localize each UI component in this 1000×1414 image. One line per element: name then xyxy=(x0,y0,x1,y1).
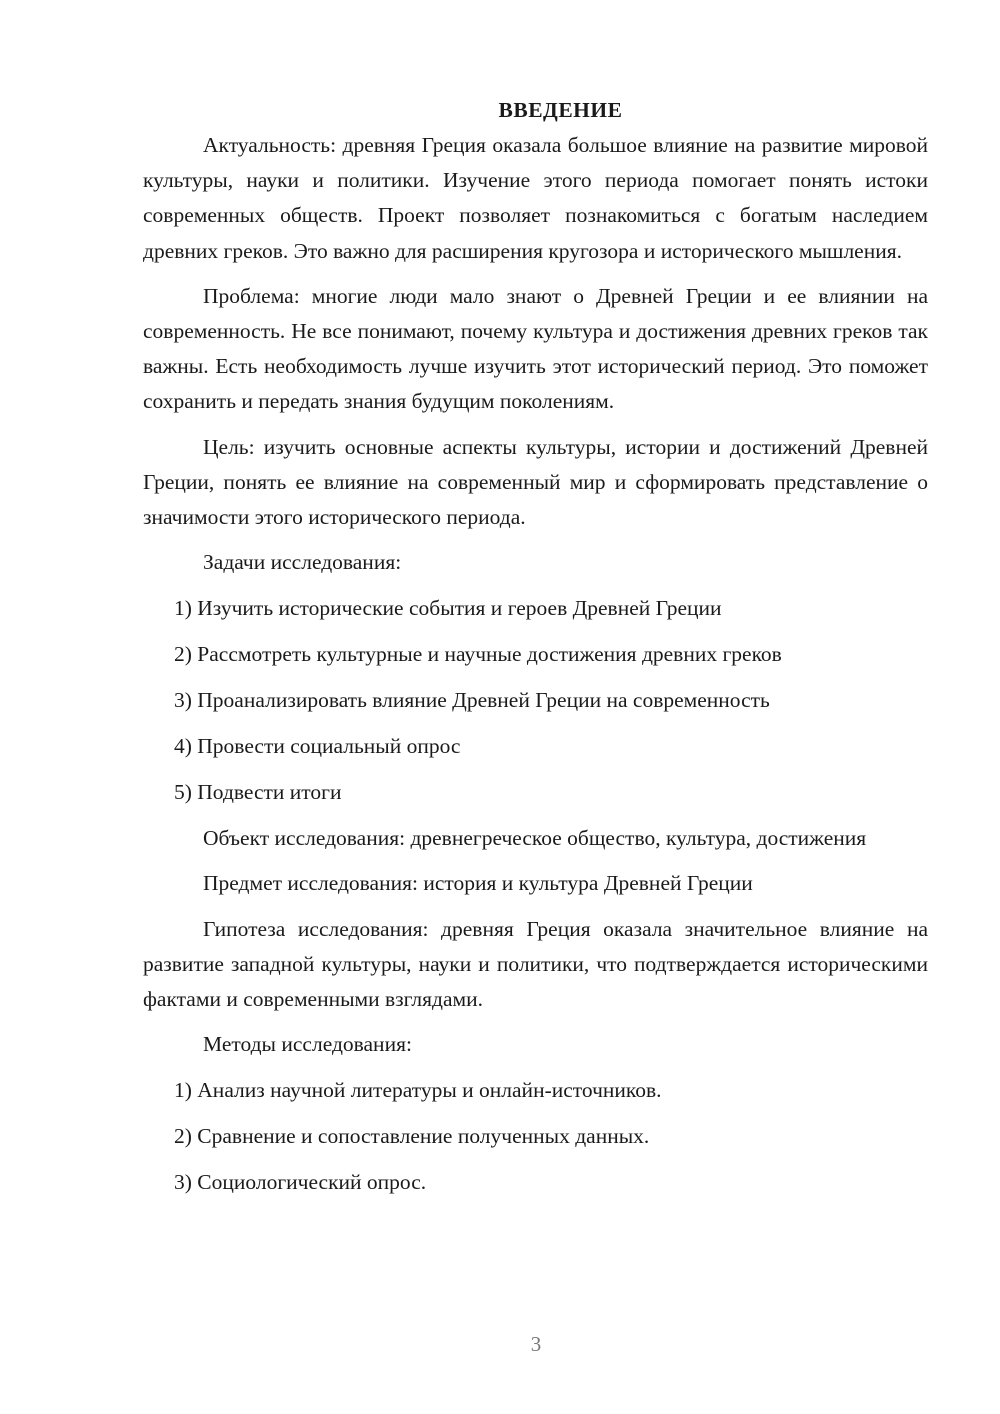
tasks-heading: Задачи исследования: xyxy=(203,550,402,575)
goal-paragraph: Цель: изучить основные аспекты культуры, истории и достижений Древней Греции, понять ее влияние на современный мир и сформировать представление о значимости этого исторического периода. xyxy=(143,434,928,530)
page-number: 3 xyxy=(530,1332,542,1356)
list-item: 2) Сравнение и сопоставление полученных данных. xyxy=(174,1124,650,1149)
hypothesis-paragraph: Гипотеза исследования: древняя Греция оказала значительное влияние на развитие западной культуры, науки и политики, что подтверждается историческими фактами и современными взглядами. xyxy=(143,916,928,1012)
list-item: 1) Изучить исторические события и героев Древней Греции xyxy=(174,596,722,621)
tasks-list xyxy=(143,591,928,811)
list-item: 2) Рассмотреть культурные и научные достижения древних греков xyxy=(174,642,782,667)
list-item: 3) Проанализировать влияние Древней Греции на современность xyxy=(174,688,770,713)
document-page xyxy=(143,93,928,1211)
list-item: 3) Социологический опрос. xyxy=(174,1170,427,1195)
list-item: 4) Провести социальный опрос xyxy=(174,734,461,759)
page-title: ВВЕДЕНИЕ xyxy=(498,98,623,122)
object-paragraph: Объект исследования: древнегреческое общество, культура, достижения xyxy=(203,826,867,851)
relevance-paragraph: Актуальность: древняя Греция оказала большое влияние на развитие мировой культуры, науки и политики. Изучение этого периода помогает понять истоки современных обществ. Проект позволяет познакомиться с богатым наследием древних греков. Это важно для расширения кругозора и исторического мышления. xyxy=(143,133,928,263)
list-item: 1) Анализ научной литературы и онлайн-источников. xyxy=(174,1078,662,1103)
list-item: 5) Подвести итоги xyxy=(174,780,342,805)
methods-list xyxy=(143,1073,928,1201)
subject-paragraph: Предмет исследования: история и культура Древней Греции xyxy=(203,871,753,896)
problem-paragraph: Проблема: многие люди мало знают о Древней Греции и ее влиянии на современность. Не все понимают, почему культура и достижения древних греков так важны. Есть необходимость лучше изучить этот исторический период. Это поможет сохранить и передать знания будущим поколениям. xyxy=(143,283,928,414)
methods-heading: Методы исследования: xyxy=(203,1032,412,1057)
